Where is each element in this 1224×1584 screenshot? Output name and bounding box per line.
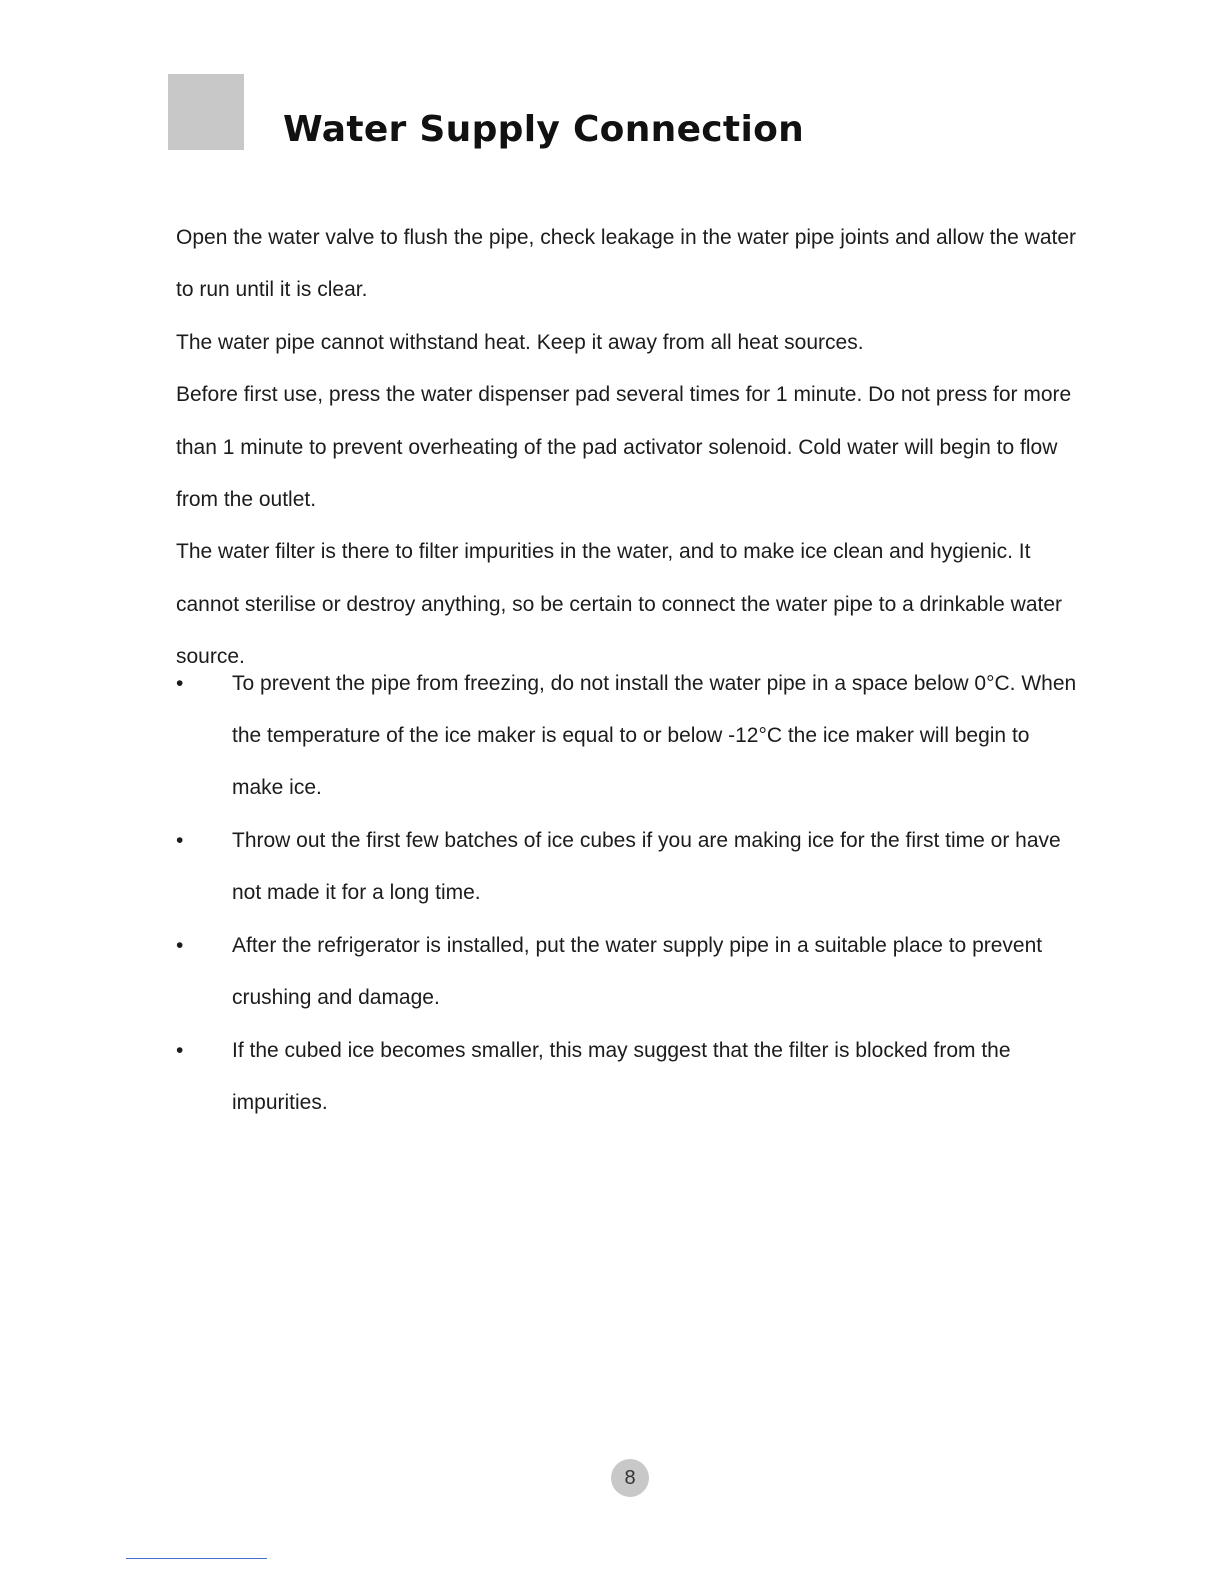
list-item bbox=[176, 920, 1086, 1025]
paragraph-heat-warning: The water pipe cannot withstand heat. Keep it away from all heat sources. bbox=[176, 330, 864, 354]
list-item-text: Throw out the first few batches of ice cubes if you are making ice for the first time or have not made it for a long time. bbox=[232, 828, 1061, 905]
list-item bbox=[176, 658, 1086, 815]
page-title: Water Supply Connection bbox=[283, 109, 805, 150]
list-item-text: After the refrigerator is installed, put the water supply pipe in a suitable place to prevent crushing and damage. bbox=[232, 933, 1043, 1010]
bullet-icon: • bbox=[176, 828, 184, 852]
paragraph-water-filter: The water filter is there to filter impurities in the water, and to make ice clean and hygienic. It cannot sterilise or destroy anything, so be certain to connect the water pipe to a drinkable water source. bbox=[176, 540, 1062, 669]
list-item-text: If the cubed ice becomes smaller, this may suggest that the filter is blocked from the impurities. bbox=[232, 1038, 1011, 1114]
list-item-text: To prevent the pipe from freezing, do not install the water pipe in a space below 0°C. When the temperature of the ice maker is equal to or below -12°C the ice maker will begin to make ice. bbox=[232, 671, 1077, 800]
list-item bbox=[176, 815, 1086, 920]
list-item bbox=[176, 1025, 1086, 1130]
bullet-icon: • bbox=[176, 933, 184, 957]
page-number-badge: 8 bbox=[611, 1459, 649, 1497]
footer-rule bbox=[126, 1558, 267, 1559]
bullet-icon: • bbox=[176, 1038, 184, 1062]
section-marker-square bbox=[168, 74, 244, 150]
bullet-icon: • bbox=[176, 671, 184, 695]
body-text bbox=[176, 212, 1086, 1129]
paragraph-flush-pipe: Open the water valve to flush the pipe, check leakage in the water pipe joints and allow the water to run until it is clear. bbox=[176, 226, 1077, 302]
bullet-list bbox=[176, 658, 1086, 1130]
paragraph-first-use: Before first use, press the water dispenser pad several times for 1 minute. Do not press for more than 1 minute to prevent overheating of the pad activator solenoid. Cold water will begin to flow from the outlet. bbox=[176, 383, 1072, 512]
